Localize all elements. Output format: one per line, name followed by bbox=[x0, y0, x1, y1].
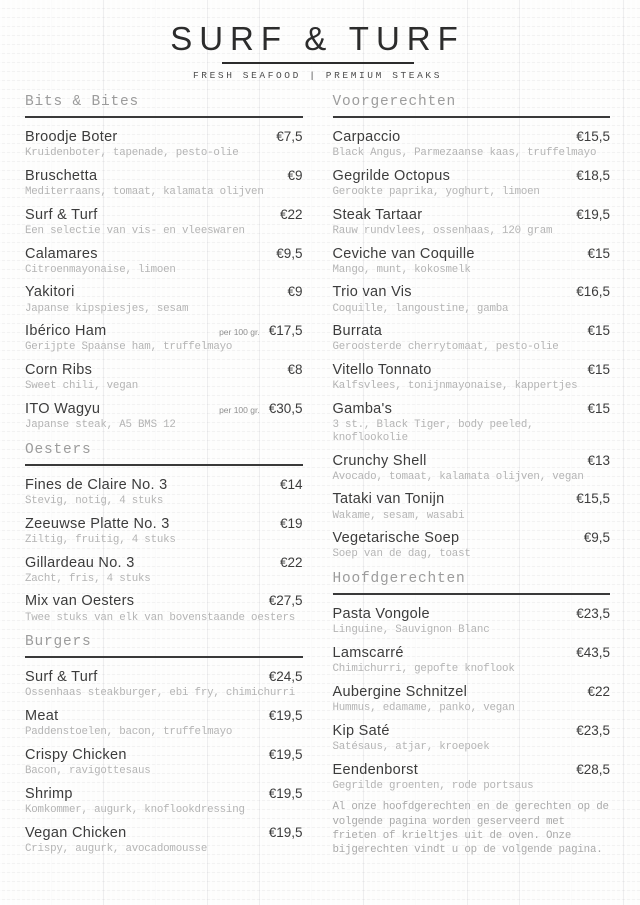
item-name: Gegrilde Octopus bbox=[332, 167, 451, 184]
section-title: Burgers bbox=[25, 634, 303, 658]
item-description: Ossenhaas steakburger, ebi fry, chimichurri bbox=[25, 687, 296, 700]
item-price: €9,5 bbox=[583, 530, 610, 546]
item-price: €19,5 bbox=[268, 824, 303, 840]
title-divider bbox=[222, 62, 414, 64]
menu-section bbox=[333, 571, 611, 792]
item-description: Japanse steak, A5 BMS 12 bbox=[25, 419, 176, 432]
item-description: Geroosterde cherrytomaat, pesto-olie bbox=[332, 341, 559, 354]
item-description: Kalfsvlees, tonijnmayonaise, kappertjes bbox=[332, 380, 578, 393]
item-description: Twee stuks van elk van bovenstaande oesters bbox=[25, 611, 296, 624]
section-title: Oesters bbox=[25, 442, 303, 466]
menu-item bbox=[25, 322, 303, 354]
menu-item bbox=[333, 644, 611, 676]
menu-item bbox=[333, 722, 611, 754]
menu-item-row bbox=[333, 644, 611, 662]
menu-item-row bbox=[25, 707, 303, 725]
menu-item bbox=[25, 592, 303, 624]
item-description: Avocado, tomaat, kalamata olijven, vegan bbox=[332, 470, 584, 483]
item-name: Carpaccio bbox=[332, 129, 401, 145]
item-price: €16,5 bbox=[576, 284, 610, 300]
menu-item bbox=[333, 322, 611, 354]
item-name: ITO Wagyu bbox=[25, 401, 101, 418]
item-description: Wakame, sesam, wasabi bbox=[332, 509, 465, 522]
item-name: Lamscarré bbox=[332, 645, 404, 662]
item-price: €8 bbox=[287, 362, 303, 378]
menu-item bbox=[333, 245, 611, 277]
menu-item bbox=[333, 761, 611, 793]
menu-item bbox=[25, 245, 303, 277]
menu-header bbox=[25, 20, 610, 81]
item-price: €13 bbox=[587, 452, 610, 468]
item-description: Mango, munt, kokosmelk bbox=[332, 263, 471, 276]
item-description: Kruidenboter, tapenade, pesto-olie bbox=[25, 147, 239, 160]
item-name: Trio van Vis bbox=[332, 284, 412, 301]
menu-item-row bbox=[25, 476, 303, 494]
menu-item-row bbox=[25, 400, 303, 418]
menu-section bbox=[25, 442, 303, 624]
item-name: Broodje Boter bbox=[25, 129, 118, 145]
item-name: Mix van Oesters bbox=[25, 593, 135, 610]
item-price: €28,5 bbox=[576, 761, 610, 777]
menu-item-row bbox=[333, 322, 611, 340]
item-description: Ziltig, fruitig, 4 stuks bbox=[25, 533, 176, 546]
item-description: Rauw rundvlees, ossenhaas, 120 gram bbox=[332, 224, 553, 237]
item-name: Gamba's bbox=[332, 401, 393, 418]
menu-item-row bbox=[333, 529, 611, 547]
menu-item-row bbox=[333, 683, 611, 701]
item-description: Komkommer, augurk, knoflookdressing bbox=[25, 804, 245, 817]
item-description: Paddenstoelen, bacon, truffelmayo bbox=[25, 726, 233, 739]
item-name: Aubergine Schnitzel bbox=[332, 683, 468, 700]
section-title: Hoofdgerechten bbox=[333, 571, 611, 595]
item-price: €15 bbox=[587, 401, 610, 417]
item-price: €23,5 bbox=[576, 722, 610, 738]
item-name: Ceviche van Coquille bbox=[332, 245, 475, 262]
menu-item-row bbox=[25, 206, 303, 224]
menu-item bbox=[25, 206, 303, 238]
item-price: €7,5 bbox=[276, 129, 303, 144]
menu-item bbox=[25, 361, 303, 393]
item-description: Een selectie van vis- en vleeswaren bbox=[25, 224, 245, 237]
restaurant-subtitle: FRESH SEAFOOD | PREMIUM STEAKS bbox=[192, 70, 443, 81]
item-price: €24,5 bbox=[268, 669, 303, 685]
item-name: Vegan Chicken bbox=[25, 824, 127, 841]
item-description: Stevig, notig, 4 stuks bbox=[25, 495, 164, 507]
menu-item-row bbox=[25, 283, 303, 301]
menu-item bbox=[333, 683, 611, 715]
menu-item-row bbox=[25, 554, 303, 572]
item-price: €9 bbox=[287, 167, 303, 183]
menu-item bbox=[333, 283, 611, 315]
item-price: €22 bbox=[279, 554, 303, 570]
item-name: Gillardeau No. 3 bbox=[25, 554, 135, 571]
item-description: Crispy, augurk, avocadomousse bbox=[25, 842, 208, 855]
item-price: €15 bbox=[587, 362, 610, 378]
menu-item-row bbox=[25, 361, 303, 379]
item-name: Vegetarische Soep bbox=[332, 530, 460, 547]
item-description: Hummus, edamame, panko, vegan bbox=[332, 702, 515, 715]
item-price: €17,5 bbox=[268, 323, 303, 339]
restaurant-title: SURF & TURF bbox=[170, 20, 465, 57]
item-name: Steak Tartaar bbox=[332, 206, 423, 223]
item-description: Sweet chili, vegan bbox=[25, 380, 139, 393]
menu-item-row bbox=[333, 452, 611, 470]
menu-item-row bbox=[25, 592, 303, 610]
item-price: €15,5 bbox=[576, 491, 610, 507]
menu-item-row bbox=[25, 322, 303, 340]
item-price: €22 bbox=[587, 683, 610, 699]
menu-item bbox=[25, 283, 303, 315]
menu-item bbox=[333, 490, 611, 522]
menu-item bbox=[25, 785, 303, 817]
menu-item bbox=[25, 515, 303, 547]
item-description: Japanse kipspiesjes, sesam bbox=[25, 302, 189, 315]
item-name: Shrimp bbox=[25, 785, 73, 802]
menu-item-row bbox=[25, 668, 303, 686]
menu-item-row bbox=[333, 605, 611, 623]
section-items bbox=[333, 605, 611, 792]
item-price: €27,5 bbox=[268, 593, 303, 609]
menu-section bbox=[25, 94, 303, 432]
item-unit: per 100 gr. bbox=[219, 327, 260, 338]
item-description: Linguine, Sauvignon Blanc bbox=[332, 624, 490, 637]
section-items bbox=[333, 128, 611, 561]
item-name: Yakitori bbox=[25, 284, 75, 301]
item-price: €30,5 bbox=[268, 401, 303, 417]
item-name: Bruschetta bbox=[25, 167, 98, 184]
section-items bbox=[25, 128, 303, 432]
item-name: Tataki van Tonijn bbox=[332, 491, 445, 508]
item-price: €18,5 bbox=[576, 167, 610, 183]
item-description: Gerookte paprika, yoghurt, limoen bbox=[332, 185, 540, 198]
menu-item bbox=[25, 400, 303, 432]
section-items bbox=[25, 476, 303, 624]
item-name: Fines de Claire No. 3 bbox=[25, 476, 168, 493]
item-price: €43,5 bbox=[576, 645, 610, 661]
menu-item bbox=[25, 476, 303, 508]
item-price: €22 bbox=[279, 206, 303, 222]
menu-item-row bbox=[333, 361, 611, 379]
item-description: Gegrilde groenten, rode portsaus bbox=[332, 779, 534, 792]
menu-item-row bbox=[333, 400, 611, 418]
menu-item-row bbox=[333, 761, 611, 779]
item-name: Vitello Tonnato bbox=[332, 362, 432, 379]
item-description: 3 st., Black Tiger, body peeled, knoflookolie bbox=[332, 419, 534, 444]
item-price: €9 bbox=[287, 284, 303, 300]
section-title: Bits & Bites bbox=[25, 94, 303, 118]
menu-item bbox=[333, 167, 611, 199]
item-price: €15,5 bbox=[576, 129, 610, 144]
item-name: Surf & Turf bbox=[25, 206, 98, 223]
item-description: Gerijpte Spaanse ham, truffelmayo bbox=[25, 341, 233, 354]
item-name: Pasta Vongole bbox=[332, 606, 430, 623]
menu-item bbox=[333, 128, 611, 160]
menu-item-row bbox=[333, 167, 611, 185]
item-price: €19,5 bbox=[576, 206, 610, 222]
item-name: Crispy Chicken bbox=[25, 747, 127, 764]
menu-item-row bbox=[25, 785, 303, 803]
item-price: €15 bbox=[587, 245, 610, 261]
menu-item-row bbox=[25, 245, 303, 263]
item-name: Ibérico Ham bbox=[25, 323, 107, 340]
menu-item bbox=[25, 707, 303, 739]
menu-item bbox=[333, 452, 611, 484]
item-description: Coquille, langoustine, gamba bbox=[332, 302, 509, 315]
menu-columns bbox=[25, 94, 610, 863]
menu-item-row bbox=[25, 824, 303, 842]
item-name: Meat bbox=[25, 708, 59, 725]
item-name: Corn Ribs bbox=[25, 362, 93, 379]
menu-item bbox=[25, 824, 303, 856]
item-description: Citroenmayonaise, limoen bbox=[25, 263, 176, 276]
menu-item-row bbox=[333, 128, 611, 146]
menu-item bbox=[333, 361, 611, 393]
menu-item bbox=[25, 668, 303, 700]
menu-section bbox=[333, 94, 611, 561]
menu-item bbox=[333, 400, 611, 445]
menu-section bbox=[25, 634, 303, 855]
item-name: Calamares bbox=[25, 245, 98, 262]
item-description: Chimichurri, gepofte knoflook bbox=[332, 663, 515, 676]
item-unit: per 100 gr. bbox=[219, 405, 260, 416]
menu-item bbox=[25, 128, 303, 160]
menu-item bbox=[25, 554, 303, 586]
item-description: Mediterraans, tomaat, kalamata olijven bbox=[25, 185, 264, 198]
item-price: €14 bbox=[279, 476, 303, 492]
section-items bbox=[25, 668, 303, 855]
menu-item-row bbox=[333, 245, 611, 263]
menu-item bbox=[25, 167, 303, 199]
menu-item bbox=[333, 605, 611, 637]
section-title: Voorgerechten bbox=[333, 94, 611, 118]
item-price: €9,5 bbox=[276, 245, 303, 261]
item-name: Burrata bbox=[332, 323, 383, 340]
menu-footer-note: Al onze hoofdgerechten en de gerechten op de volgende pagina worden geserveerd met frieten of krieltjes uit de oven. Onze bijgerechten vindt u op de volgende pagina. bbox=[332, 801, 609, 856]
menu-column-right bbox=[333, 94, 611, 863]
item-price: €15 bbox=[587, 323, 610, 339]
item-description: Black Angus, Parmezaanse kaas, truffelmayo bbox=[332, 147, 597, 160]
menu-item-row bbox=[25, 515, 303, 533]
menu-item-row bbox=[333, 283, 611, 301]
item-name: Crunchy Shell bbox=[332, 452, 427, 469]
item-price: €19,5 bbox=[268, 785, 303, 801]
item-price: €19 bbox=[279, 515, 303, 531]
menu-item-row bbox=[25, 128, 303, 146]
item-name: Kip Saté bbox=[332, 722, 390, 739]
item-price: €19,5 bbox=[268, 708, 303, 724]
menu-item bbox=[333, 206, 611, 238]
item-description: Soep van de dag, toast bbox=[332, 548, 471, 561]
item-price: €23,5 bbox=[576, 606, 610, 622]
menu-column-left bbox=[25, 94, 303, 863]
menu-item-row bbox=[25, 167, 303, 185]
item-name: Zeeuwse Platte No. 3 bbox=[25, 515, 170, 532]
item-name: Surf & Turf bbox=[25, 669, 98, 686]
menu-item-row bbox=[333, 206, 611, 224]
menu-item bbox=[333, 529, 611, 561]
item-description: Satésaus, atjar, kroepoek bbox=[332, 740, 490, 753]
item-price: €19,5 bbox=[268, 747, 303, 763]
item-description: Bacon, ravigottesaus bbox=[25, 765, 151, 778]
menu-item bbox=[25, 746, 303, 778]
menu-item-row bbox=[333, 490, 611, 508]
item-description: Zacht, fris, 4 stuks bbox=[25, 572, 151, 585]
menu-item-row bbox=[25, 746, 303, 764]
menu-item-row bbox=[333, 722, 611, 740]
item-name: Eendenborst bbox=[332, 761, 419, 778]
